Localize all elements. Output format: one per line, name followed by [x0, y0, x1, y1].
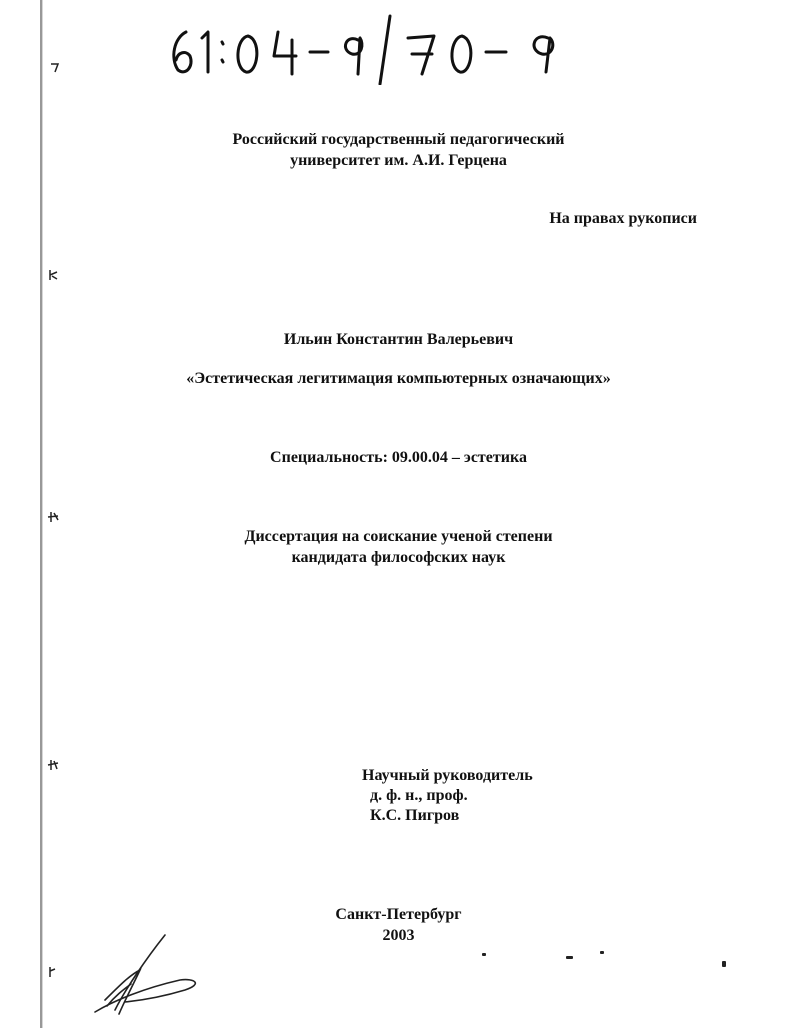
degree-line-1: Диссертация на соискание ученой степени	[244, 528, 553, 545]
scan-mark	[46, 758, 62, 772]
handwritten-archive-number	[160, 10, 600, 85]
degree-line-2: кандидата философских наук	[291, 549, 506, 566]
institution-line-1: Российский государственный педагогический	[232, 131, 565, 148]
scan-mark	[46, 268, 60, 282]
supervisor-degree: д. ф. н., проф.	[370, 787, 468, 804]
rights-note: На правах рукописи	[549, 210, 697, 227]
scan-dot	[600, 951, 604, 954]
author-name: Ильин Константин Валерьевич	[283, 331, 514, 348]
supervisor-name: К.С. Пигров	[370, 807, 460, 824]
scan-dot	[566, 956, 573, 959]
scan-mark	[48, 60, 62, 74]
specialty: Специальность: 09.00.04 – эстетика	[270, 449, 527, 466]
institution-line-2: университет им. А.И. Герцена	[290, 152, 507, 169]
year: 2003	[382, 927, 415, 944]
scan-dot	[482, 953, 486, 956]
place: Санкт-Петербург	[335, 906, 462, 923]
scan-mark	[46, 510, 62, 524]
signature	[85, 930, 215, 1020]
scan-mark	[46, 965, 58, 979]
dissertation-title: «Эстетическая легитимация компьютерных означающих»	[186, 370, 611, 387]
scan-dot	[722, 961, 726, 967]
supervisor-label: Научный руководитель	[362, 767, 533, 784]
